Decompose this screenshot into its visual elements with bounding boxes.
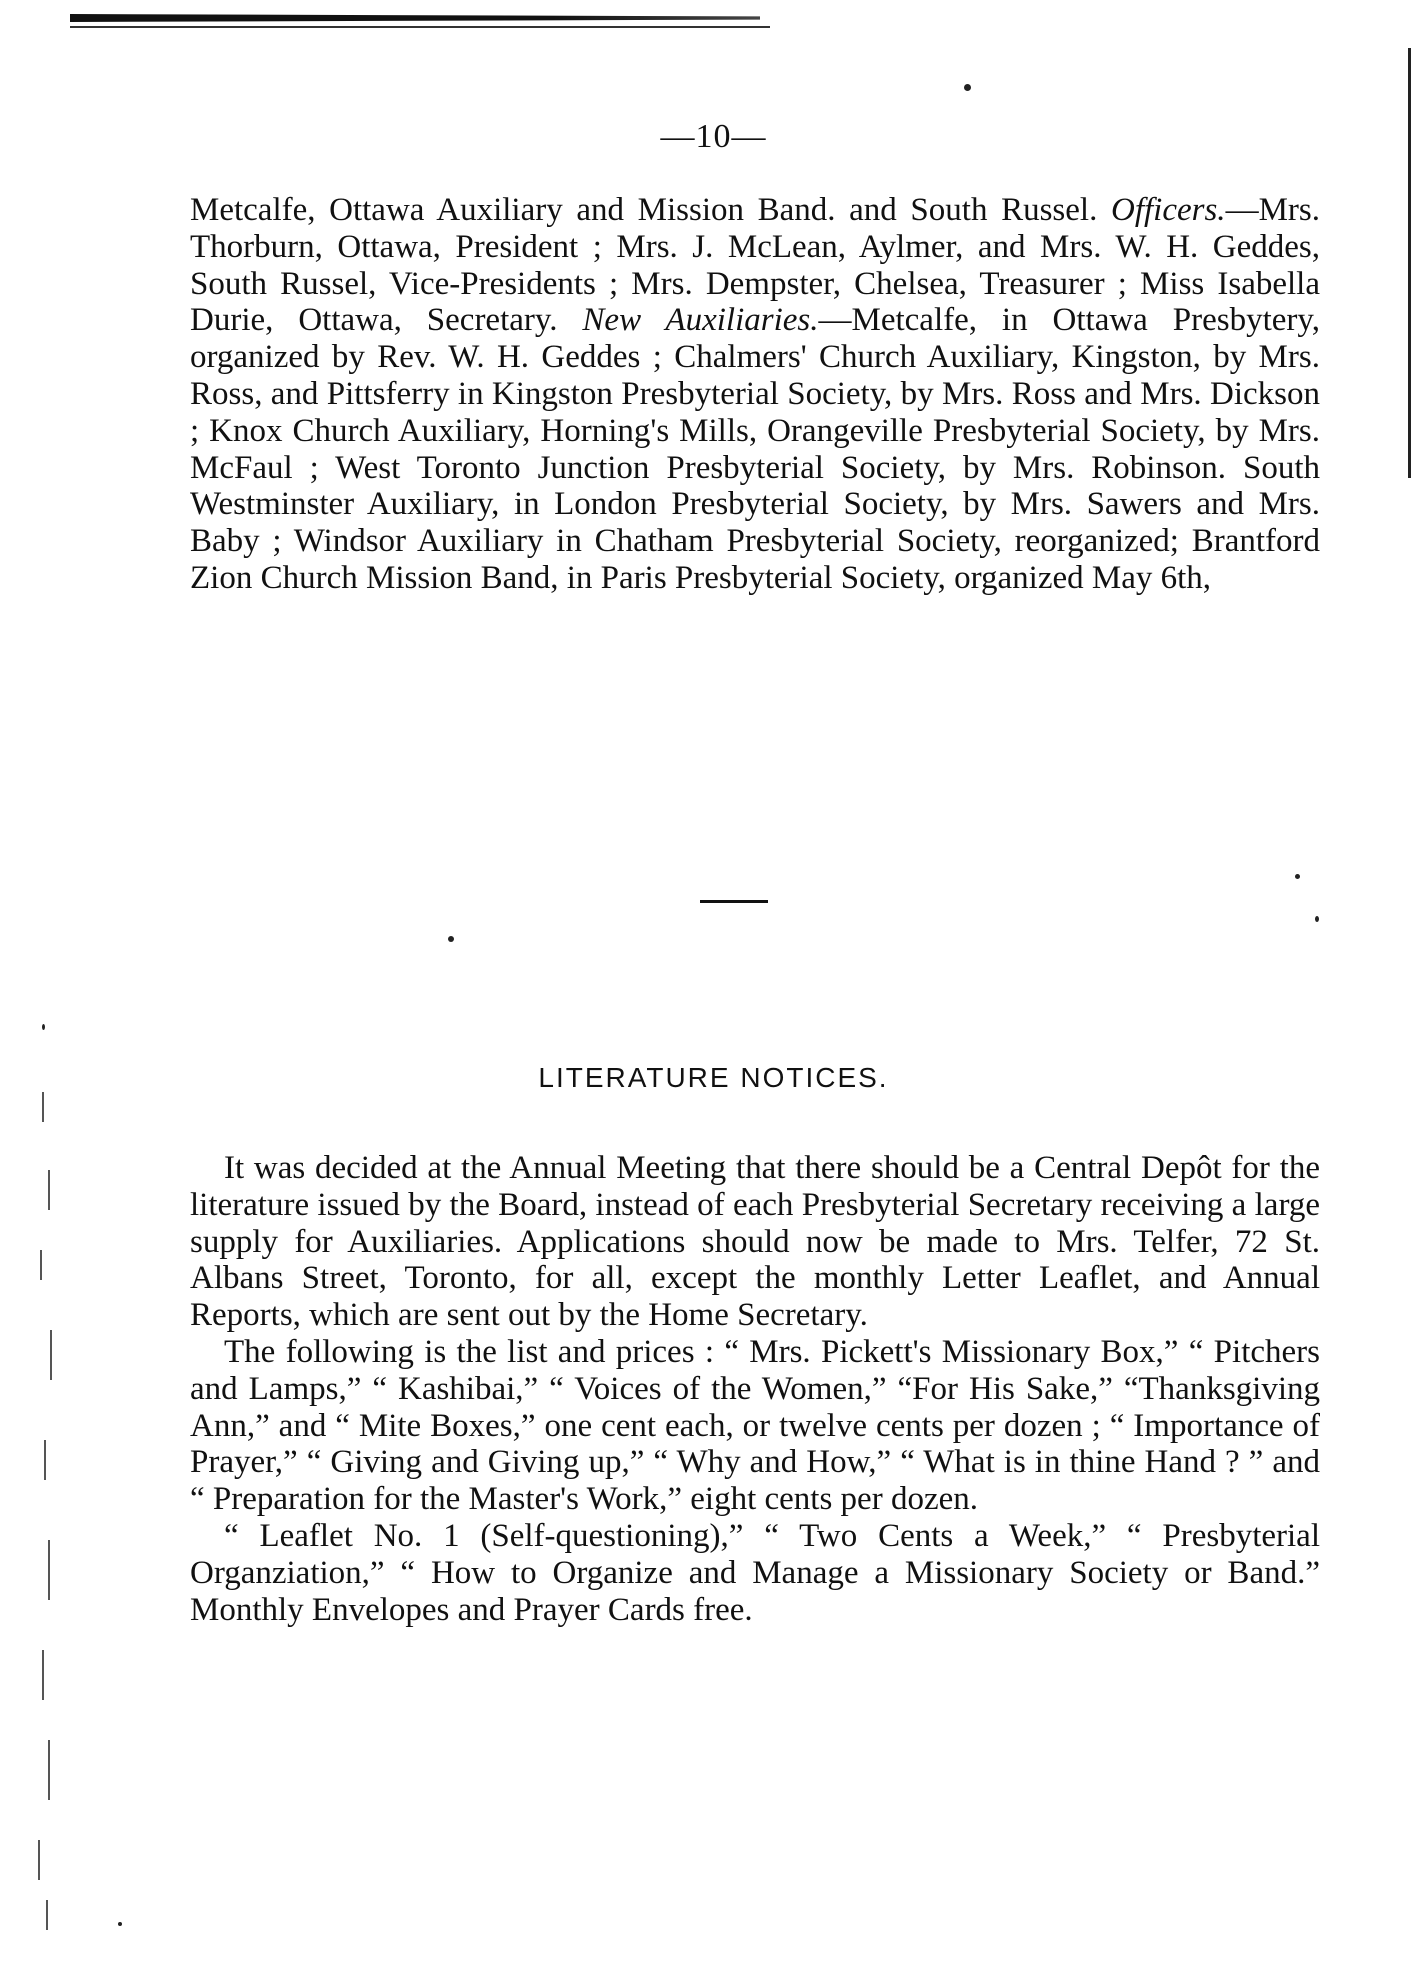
officers-text: —Mrs. Thorburn, Ottawa, President ; Mrs. J. McLean, Aylmer, and Mrs. W. H. Geddes, South Russel, Vice-Presidents ; Mrs. Dempster, Chelsea, Treasurer ; Miss Isabella Durie, Ottawa, Secretary. [190,192,1320,339]
officers-label: Officers. [1110,192,1226,228]
notice-paragraph: “ Leaflet No. 1 (Self-questioning),” “ Two Cents a Week,” “ Presbyterial Organziation,” “ How to Organize and Manage a Missionary Society or Band.” Monthly Envelopes and Prayer Cards free. [190,1517,1320,1628]
scan-mark [40,1250,42,1280]
scan-speck [448,936,454,942]
literature-notices [190,1150,1320,1628]
top-rule [70,14,760,22]
scan-mark [50,1330,52,1380]
scan-speck [42,1024,45,1030]
scan-speck [1315,916,1319,922]
section-heading: LITERATURE NOTICES. [538,1062,889,1093]
new-auxiliaries-text: —Metcalfe, in Ottawa Presbytery, organized by Rev. W. H. Geddes ; Chalmers' Church Auxiliary, Kingston, by Mrs. Ross, and Pittsferry in Kingston Presbyterial Society, by Mrs. Ross and Mrs. Dickson ; Knox Church Auxiliary, Horning's Mills, Orangeville Presbyterial Society, by Mrs. McFaul ; West Toronto Junction Presbyterial Society, by Mrs. Robinson. South Westminster Auxiliary, in London Presbyterial Society, by Mrs. Sawers and Mrs. Baby ; Windsor Auxiliary in Chatham Presbyterial Society, reorganized; Brantford Zion Church Mission Band, in Paris Presbyterial Society, organized May 6th, [190,302,1321,596]
scan-mark [48,1540,50,1600]
scan-mark [46,1900,48,1930]
paragraph-lead: Metcalfe, Ottawa Auxiliary and Mission Band. and South Russel. [190,192,1111,228]
notice-paragraph: The following is the list and prices : “ Mrs. Pickett's Missionary Box,” “ Pitchers and Lamps,” “ Kashibai,” “ Voices of the Women,” “For His Sake,” “Thanksgiving Ann,” and “ Mite Boxes,” one cent each, or twelve cents per dozen ; “ Importance of Prayer,” “ Giving and Giving up,” “ Why and How,” “ What is in thine Hand ? ” and “ Preparation for the Master's Work,” eight cents per dozen. [190,1333,1320,1518]
scan-mark [38,1840,40,1880]
section-divider [700,900,768,903]
page-number: —10— [660,118,767,155]
notice-paragraph: It was decided at the Annual Meeting that there should be a Central Depôt for the literature issued by the Board, instead of each Presbyterial Secretary receiving a large supply for Auxiliaries. Applications should now be made to Mrs. Telfer, 72 St. Albans Street, Toronto, for all, except the monthly Letter Leaflet, and Annual Reports, which are sent out by the Home Secretary. [190,1150,1320,1334]
scan-mark [42,1650,44,1700]
page-edge-line [1408,48,1411,478]
margin-scan-marks [8,1080,58,1960]
scan-mark [44,1440,46,1480]
auxiliaries-text [190,192,1320,597]
scan-speck [964,84,971,91]
top-rule-thin [70,26,770,28]
scan-mark [48,1170,50,1210]
auxiliaries-paragraph [190,192,1320,597]
new-auxiliaries-label: New Auxiliaries. [582,302,819,339]
scan-speck [1295,874,1300,879]
scan-mark [42,1092,44,1122]
scan-speck [118,1922,122,1926]
scan-mark [48,1740,50,1800]
